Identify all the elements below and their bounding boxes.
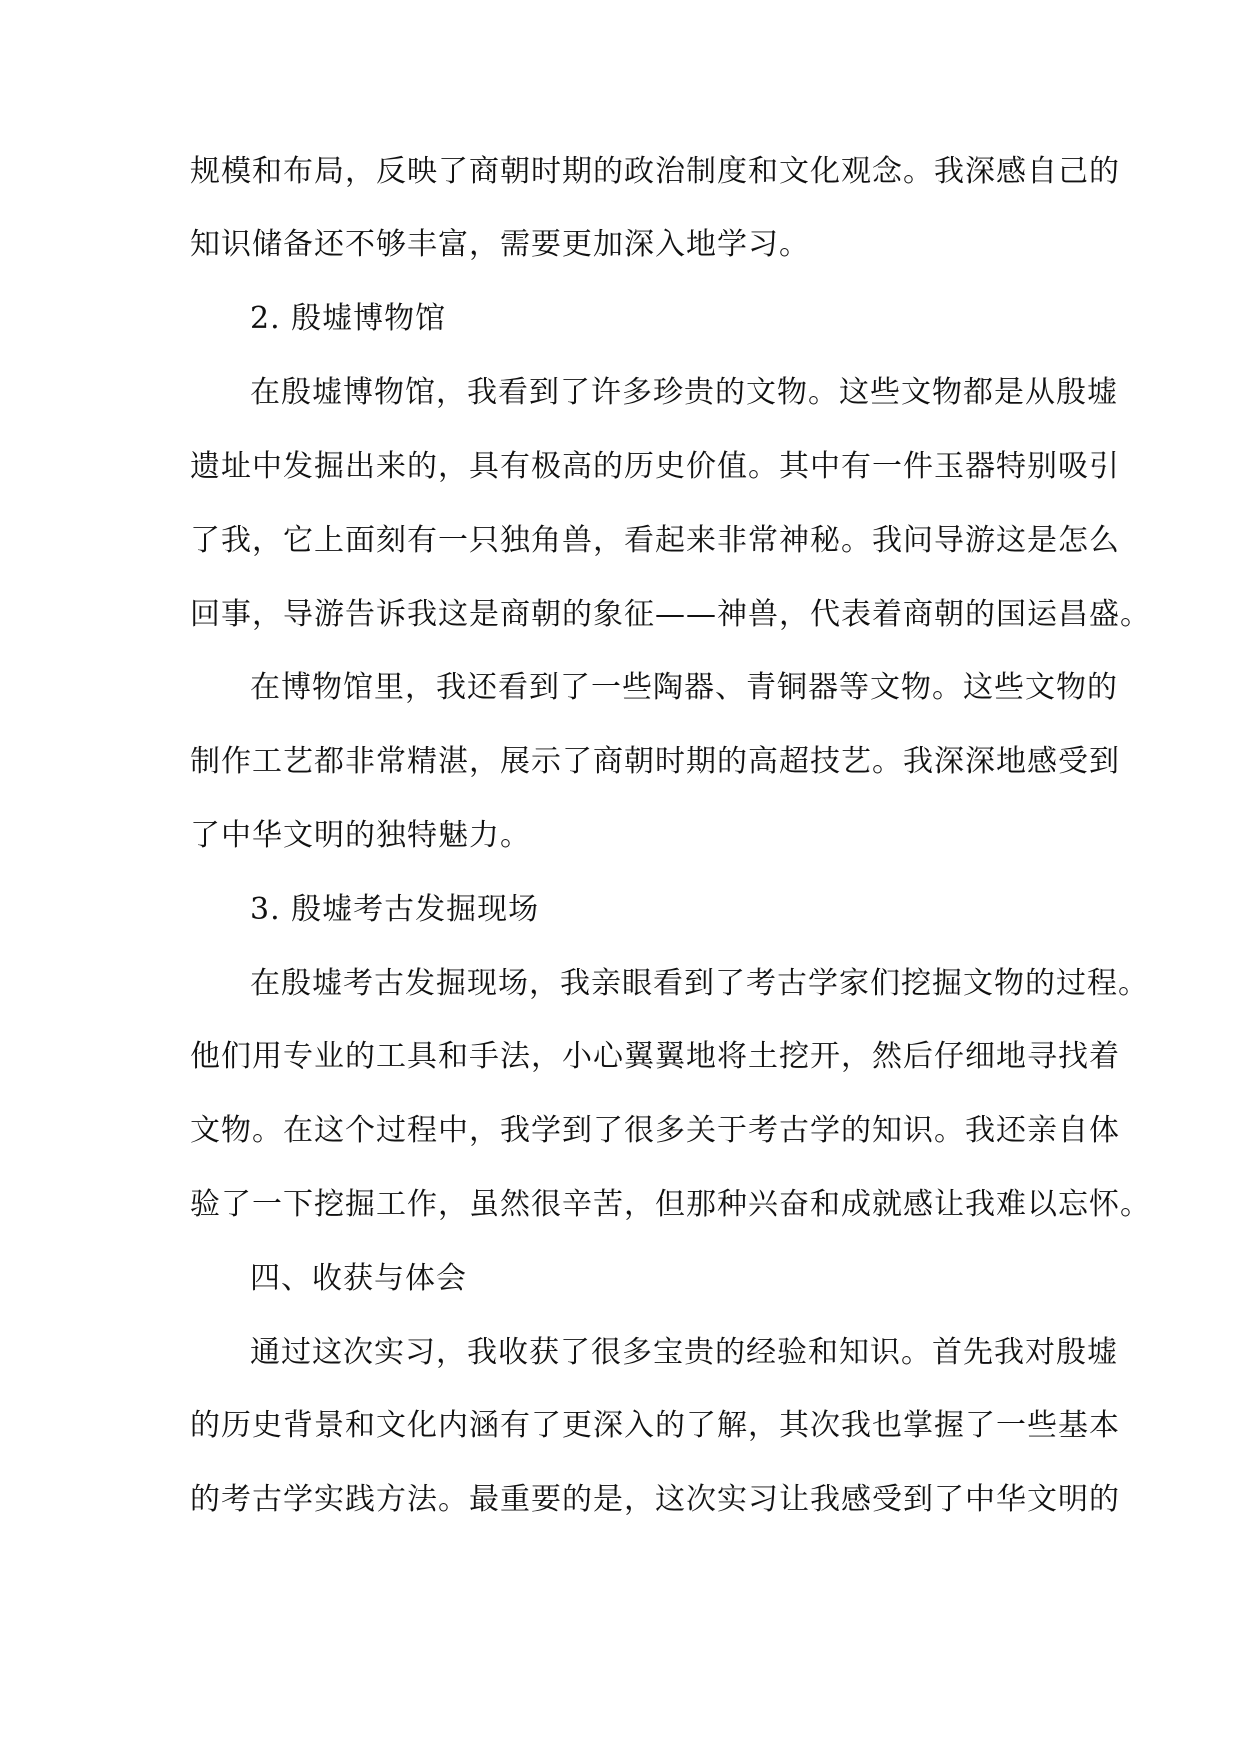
text-line: 遗址中发掘出来的，具有极高的历史价值。其中有一件玉器特别吸引 xyxy=(190,449,1120,484)
text-line: 文物。在这个过程中，我学到了很多关于考古学的知识。我还亲自体 xyxy=(190,1113,1120,1148)
text-line: 的历史背景和文化内涵有了更深入的了解，其次我也掌握了一些基本 xyxy=(190,1408,1120,1443)
text-line: 验了一下挖掘工作，虽然很辛苦，但那种兴奋和成就感让我难以忘怀。 xyxy=(190,1187,1151,1222)
section-heading: 四、收获与体会 xyxy=(250,1261,467,1296)
text-line: 知识储备还不够丰富，需要更加深入地学习。 xyxy=(190,227,810,262)
paragraph-start: 在殷墟博物馆，我看到了许多珍贵的文物。这些文物都是从殷墟 xyxy=(250,375,1118,410)
text-line: 他们用专业的工具和手法，小心翼翼地将土挖开，然后仔细地寻找着 xyxy=(190,1039,1120,1074)
text-line: 回事，导游告诉我这是商朝的象征——神兽，代表着商朝的国运昌盛。 xyxy=(190,597,1151,632)
paragraph-start: 在博物馆里，我还看到了一些陶器、青铜器等文物。这些文物的 xyxy=(250,670,1118,705)
paragraph-start: 在殷墟考古发掘现场，我亲眼看到了考古学家们挖掘文物的过程。 xyxy=(250,966,1149,1001)
text-line: 制作工艺都非常精湛，展示了商朝时期的高超技艺。我深深地感受到 xyxy=(190,744,1120,779)
text-line: 规模和布局，反映了商朝时期的政治制度和文化观念。我深感自己的 xyxy=(190,154,1120,189)
section-heading: 3. 殷墟考古发掘现场 xyxy=(250,892,540,927)
section-heading: 2. 殷墟博物馆 xyxy=(250,301,447,336)
paragraph-start: 通过这次实习，我收获了很多宝贵的经验和知识。首先我对殷墟 xyxy=(250,1335,1118,1370)
text-line: 了我，它上面刻有一只独角兽，看起来非常神秘。我问导游这是怎么 xyxy=(190,523,1120,558)
text-line: 了中华文明的独特魅力。 xyxy=(190,818,531,853)
text-line: 的考古学实践方法。最重要的是，这次实习让我感受到了中华文明的 xyxy=(190,1482,1120,1517)
